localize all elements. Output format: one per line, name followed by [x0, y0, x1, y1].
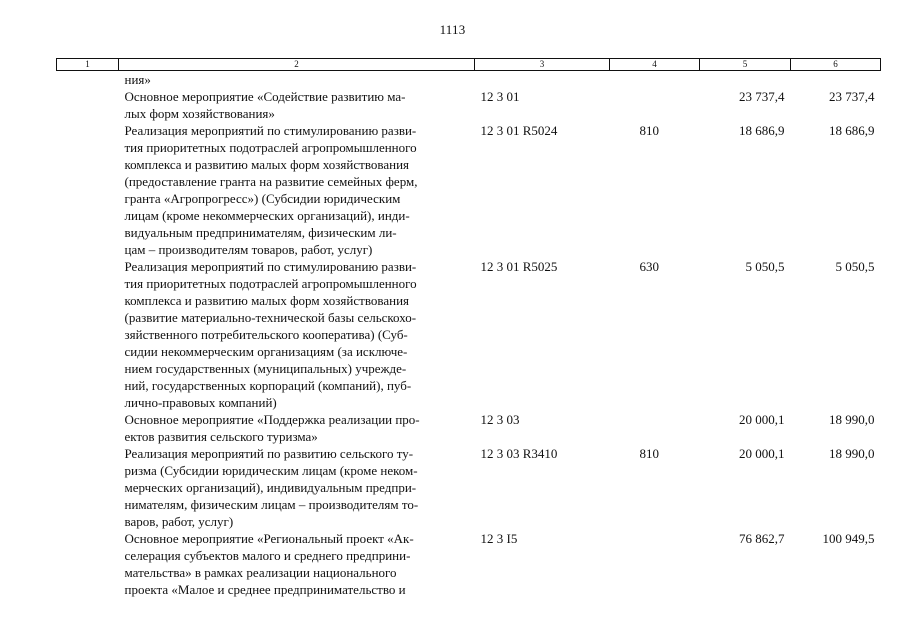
cell-value-1	[700, 71, 791, 89]
row-text: Реализация мероприятий по стимулированию разви- тия приоритетных подотраслей агропромышленного комплекса и развитию малых форм хозяйствования (предоставление гранта на развитие семейных ферм, гранта «Агропрогресс») (Субсидии юридическим лицам (кроме некоммерческих организаций), инди- видуальным предпринимателям, физическим ли- цам – производителям товаров, работ, услуг)	[124, 123, 418, 257]
cell-value-1: 20 000,1	[739, 446, 785, 461]
table-row	[57, 530, 881, 598]
cell-value-2	[791, 71, 881, 89]
cell-code: 12 3 03 R3410	[480, 446, 558, 461]
cell-value-2: 18 990,0	[829, 412, 875, 427]
table-row	[57, 411, 881, 445]
column-header-5: 5	[700, 59, 791, 71]
cell-empty	[57, 258, 119, 411]
cell-code: 12 3 01 R5024	[480, 123, 558, 138]
cell-value-2: 23 737,4	[829, 89, 875, 104]
row-text: Основное мероприятие «Поддержка реализации про- ектов развития сельского туризма»	[124, 412, 420, 444]
cell-type: 630	[639, 259, 659, 274]
cell-value-1: 18 686,9	[739, 123, 785, 138]
cell-value-1: 5 050,5	[745, 259, 785, 274]
cell-type: 810	[639, 123, 659, 138]
cell-code: 12 3 I5	[480, 531, 518, 546]
cell-empty	[57, 122, 119, 258]
cell-empty	[57, 88, 119, 122]
cell-name	[119, 71, 475, 89]
table-row	[57, 71, 881, 89]
cell-name	[119, 88, 475, 122]
cell-type	[610, 411, 700, 445]
cell-type: 810	[639, 446, 659, 461]
column-header-6: 6	[791, 59, 881, 71]
column-header-4: 4	[610, 59, 700, 71]
cell-value-2: 18 990,0	[829, 446, 875, 461]
cell-code: 12 3 01 R5025	[480, 259, 558, 274]
column-header-3: 3	[475, 59, 610, 71]
column-header-row	[57, 59, 881, 71]
cell-value-1: 76 862,7	[739, 531, 785, 546]
cell-empty	[57, 445, 119, 530]
column-header-2: 2	[119, 59, 475, 71]
row-text: Основное мероприятие «Региональный проект «Ак- селерация субъектов малого и среднего предприни- мательства» в рамках реализации национального проекта «Малое и среднее предпринимательство и	[124, 531, 414, 597]
table-row	[57, 258, 881, 411]
cell-value-2: 100 949,5	[822, 531, 875, 546]
cell-value-1: 23 737,4	[739, 89, 785, 104]
cell-type	[610, 88, 700, 122]
table-row	[57, 122, 881, 258]
row-text: Реализация мероприятий по развитию сельского ту- ризма (Субсидии юридическим лицам (кроме неком- мерческих организаций), индивидуальным предпри- нимателям, физическим лицам – производителям то- варов, работ, услуг)	[124, 446, 419, 529]
cell-name	[119, 122, 475, 258]
row-text: Реализация мероприятий по стимулированию разви- тия приоритетных подотраслей агропромышленного комплекса и развитию малых форм хозяйствования (развитие материально-технической базы сельскохо- зяйственного потребительского кооператива) (Суб- сидии некоммерческим организациям (за исключе- нием государственных (муниципальных) учрежде- ний, государственных корпораций (компаний), пуб- лично-правовых компаний)	[124, 259, 417, 410]
cell-empty	[57, 411, 119, 445]
cell-code	[475, 71, 610, 89]
cell-code: 12 3 03	[480, 412, 520, 427]
table-body	[57, 71, 881, 599]
row-text: Основное мероприятие «Содействие развитию ма- лых форм хозяйствования»	[124, 89, 406, 121]
row-text: ния»	[124, 72, 151, 87]
page-number: 1113	[439, 22, 466, 37]
column-header-1: 1	[57, 59, 119, 71]
cell-name	[119, 530, 475, 598]
cell-name	[119, 445, 475, 530]
cell-name	[119, 258, 475, 411]
cell-type	[610, 530, 700, 598]
budget-table	[56, 58, 881, 598]
cell-empty	[57, 71, 119, 89]
cell-type	[610, 71, 700, 89]
cell-name	[119, 411, 475, 445]
cell-value-1: 20 000,1	[739, 412, 785, 427]
table-row	[57, 445, 881, 530]
cell-value-2: 18 686,9	[829, 123, 875, 138]
cell-value-2: 5 050,5	[835, 259, 875, 274]
cell-code: 12 3 01	[480, 89, 520, 104]
cell-empty	[57, 530, 119, 598]
table-row	[57, 88, 881, 122]
